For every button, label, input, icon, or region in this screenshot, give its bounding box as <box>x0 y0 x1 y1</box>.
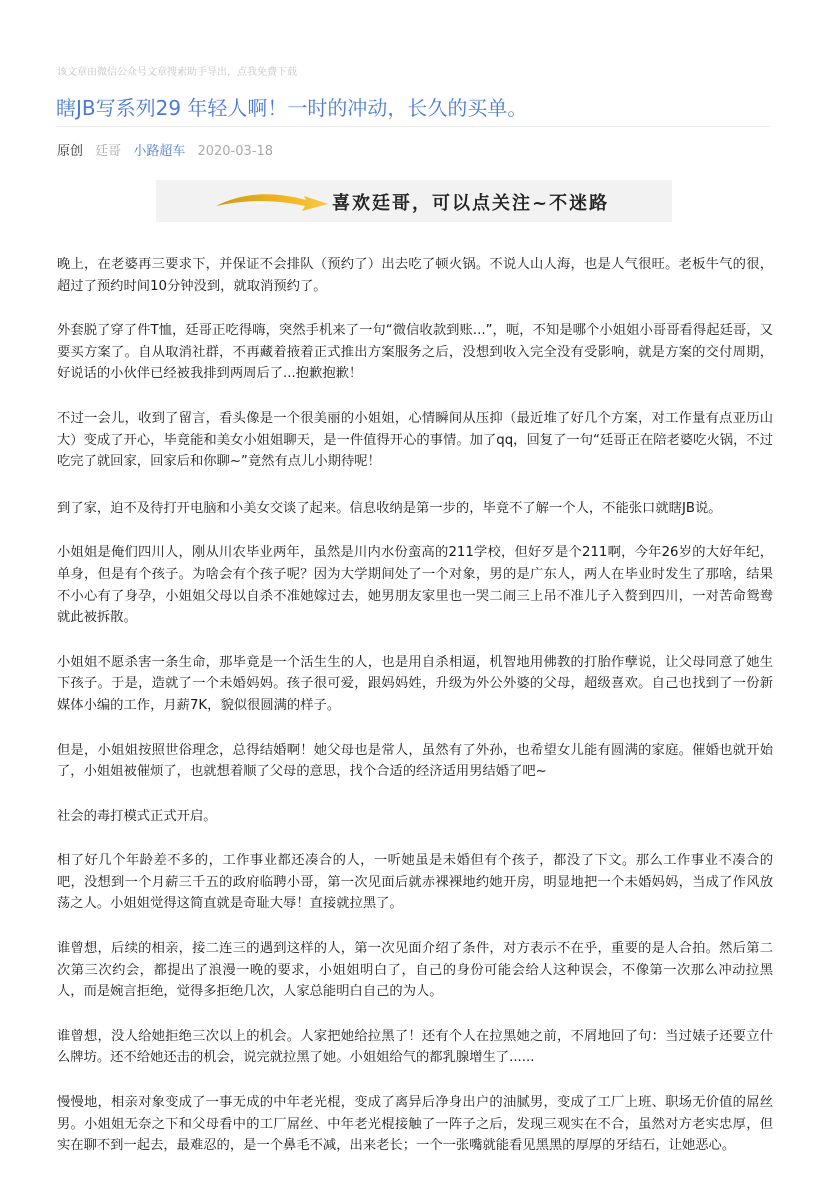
publish-date: 2020-03-18 <box>197 144 274 159</box>
paragraph: 晚上，在老婆再三要求下，并保证不会排队（预约了）出去吃了顿火锅。不说人山人海，也是人气很旺。老板牛气的很，超过了预约时间10分钟没到，就取消预约了。 <box>57 257 773 294</box>
title-divider <box>56 126 770 127</box>
account-link[interactable]: 小路超车 <box>133 144 186 159</box>
paragraph: 相了好几个年龄差不多的，工作事业都还凑合的人，一听她虽是未婚但有个孩子，都没了下文。那么工作事业不凑合的吧，没想到一个月薪三千五的政府临聘小哥，第一次见面后就赤裸裸地约她开房，明显地把一个未婚妈妈，当成了作风放荡之人。小姐姐觉得这简直就是奇耻大辱！直接就拉黑了。 <box>57 853 773 912</box>
paragraph: 谁曾想，后续的相亲，接二连三的遇到这样的人，第一次见面介绍了条件，对方表示不在乎，重要的是人合拍。然后第二次第三次约会，都提出了浪漫一晚的要求，小姐姐明白了，自己的身份可能会给人这种误会，不像第一次那么冲动拉黑人，而是婉言拒绝，觉得多拒绝几次，人家总能明白自己的为人。 <box>57 941 773 1000</box>
paragraph: 到了家，迫不及待打开电脑和小美女交谈了起来。信息收纳是第一步的，毕竟不了解一个人，不能张口就瞎JB说。 <box>57 500 722 516</box>
export-notice[interactable]: 该文章由微信公众号文章搜索助手导出，点我免费下载 <box>57 67 297 78</box>
author-name: 廷哥 <box>95 144 122 159</box>
follow-banner <box>156 180 672 222</box>
paragraph: 小姐姐不愿杀害一条生命，那毕竟是一个活生生的人，也是用自杀相逼，机智地用佛教的打胎作孽说，让父母同意了她生下孩子。于是，造就了一个未婚妈妈。孩子很可爱，跟妈妈姓，升级为外公外婆的父母，超级喜欢。自己也找到了一份新媒体小编的工作，月薪7K，貌似很圆满的样子。 <box>57 654 773 713</box>
paragraph: 但是，小姐姐按照世俗理念，总得结婚啊！她父母也是常人，虽然有了外孙，也希望女儿能有圆满的家庭。催婚也就开始了，小姐姐被催烦了，也就想着顺了父母的意思，找个合适的经济适用男结婚了吧~ <box>57 742 773 780</box>
banner-text: 喜欢廷哥，可以点关注~不迷路 <box>332 193 610 214</box>
paragraph: 小姐姐是俺们四川人，刚从川农毕业两年，虽然是川内水份蛮高的211学校，但好歹是个211啊，今年26岁的大好年纪，单身，但是有个孩子。为啥会有个孩子呢？因为大学期间处了一个对象，男的是广东人，两人在毕业时发生了那啥，结果不小心有了身孕，小姐姐父母以自杀不准她嫁过去，她男朋友家里也一哭二闹三上吊不准儿子入赘到四川，一对苦命鸳鸯就此被拆散。 <box>57 545 773 626</box>
paragraph: 慢慢地，相亲对象变成了一事无成的中年老光棍，变成了离异后净身出户的油腻男，变成了工厂上班、职场无价值的屌丝男。小姐姐无奈之下和父母看中的工厂屌丝、中年老光棍接触了一阵子之后，发现三观实在不合，虽然对方老实忠厚，但实在聊不到一起去，最难忍的，是一个鼻毛不减，出来老长；一个一张嘴就能看见黑黑的厚厚的牙结石，让她恶心。 <box>57 1095 773 1154</box>
paragraph: 外套脱了穿了件T恤，廷哥正吃得嗨，突然手机来了一句“微信收款到账...”，呃，不知是哪个小姐姐小哥哥看得起廷哥，又要买方案了。自从取消社群，不再藏着掖着正式推出方案服务之后，没想到收入完全没有受影响，就是方案的交付周期，好说话的小伙伴已经被我排到两周后了...抱歉抱歉！ <box>57 323 773 382</box>
original-label: 原创 <box>57 144 84 159</box>
paragraph: 社会的毒打模式正式开启。 <box>57 808 217 824</box>
paragraph: 不过一会儿，收到了留言，看头像是一个很美丽的小姐姐，心情瞬间从压抑（最近堆了好几个方案，对工作量有点亚历山大）变成了开心，毕竟能和美女小姐姐聊天，是一件值得开心的事情。加了qq，回复了一句“廷哥正在陪老婆吃火锅，不过吃完了就回家，回家后和你聊~”竟然有点儿小期待呢！ <box>57 410 773 470</box>
article-body <box>57 254 773 1180</box>
article-title: 瞎JB写系列29 年轻人啊！一时的冲动，长久的买单。 <box>56 96 528 120</box>
paragraph: 谁曾想，没人给她拒绝三次以上的机会。人家把她给拉黑了！还有个人在拉黑她之前，不屑地回了句：当过婊子还要立什么牌坊。还不给她还击的机会，说完就拉黑了她。小姐姐给气的都乳腺增生了...... <box>57 1028 773 1066</box>
article-meta <box>57 140 281 159</box>
